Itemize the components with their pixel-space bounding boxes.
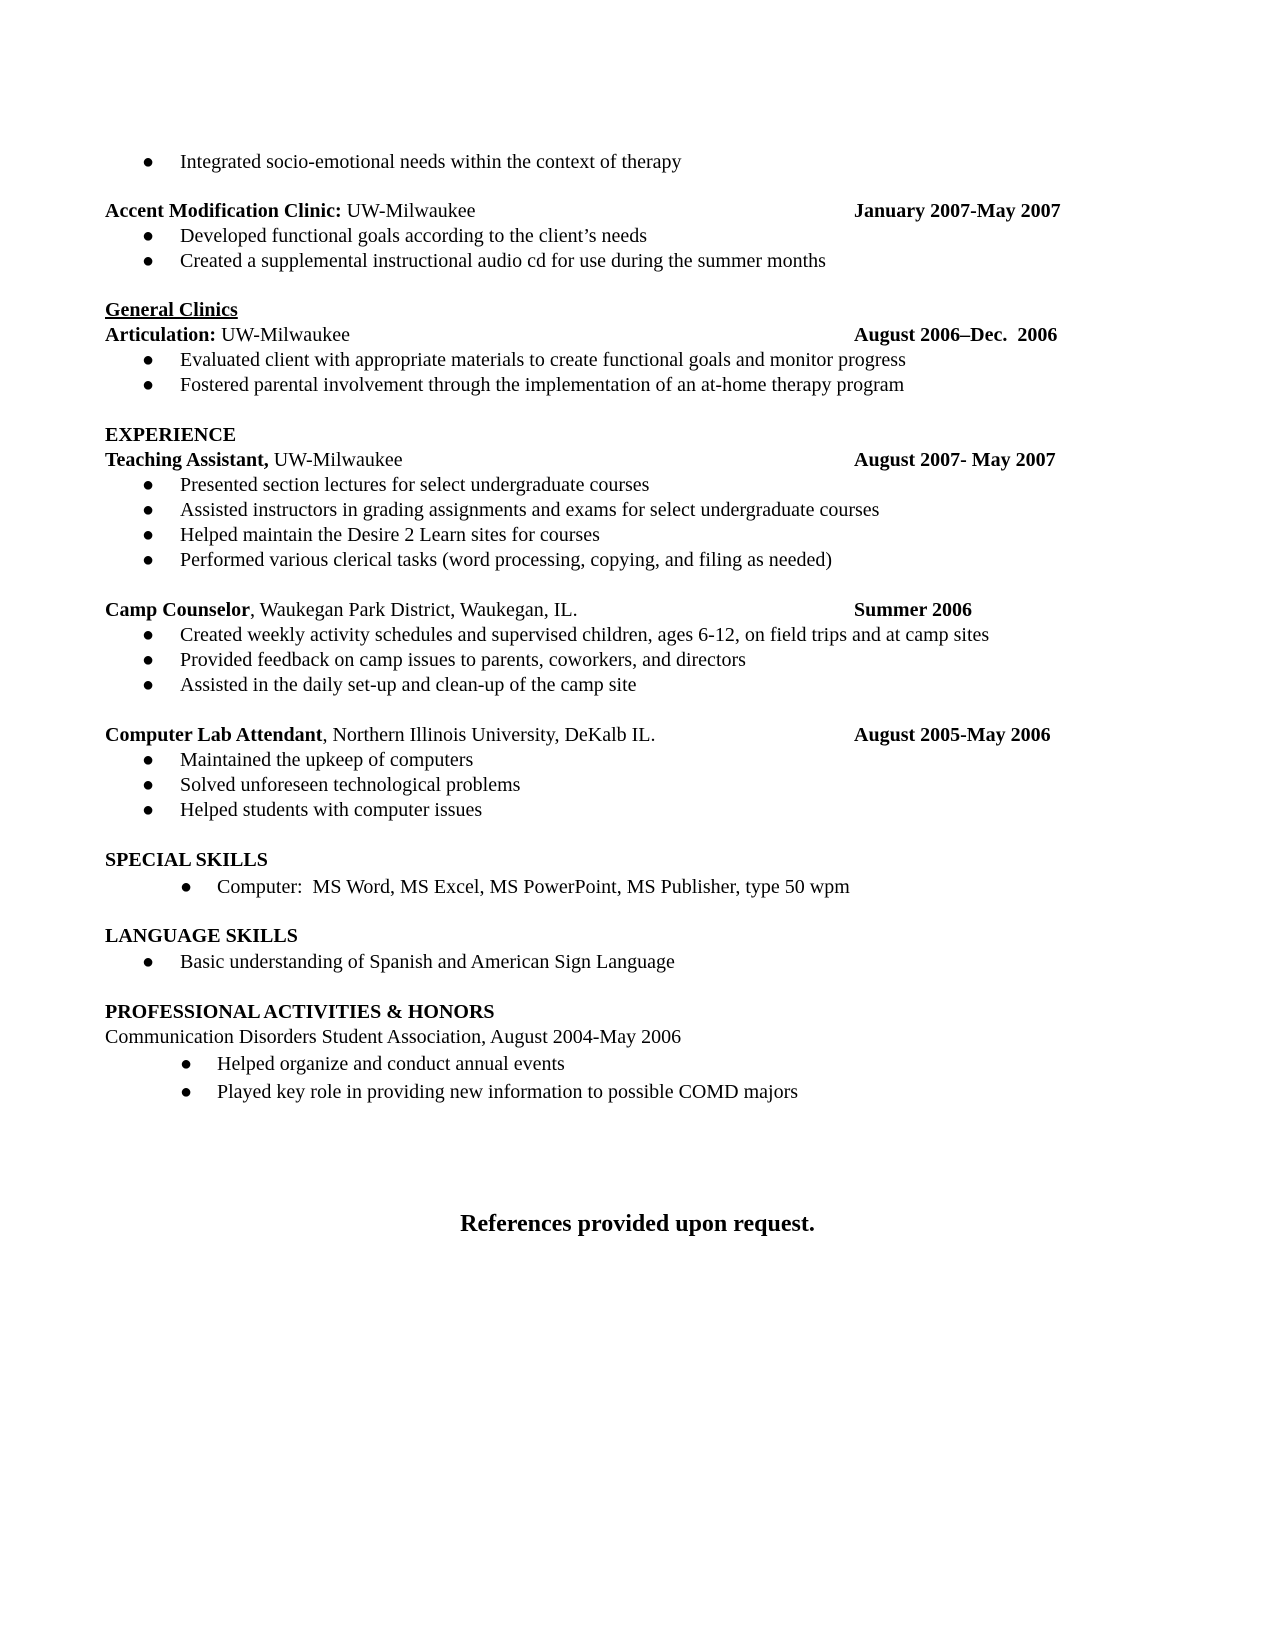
bullet-text: Developed functional goals according to the client’s needs (180, 225, 648, 247)
entry-title: Computer Lab Attendant (105, 724, 323, 746)
bullet-text: Basic understanding of Spanish and American Sign Language (180, 951, 675, 973)
bullet-icon: ● (142, 749, 155, 771)
entry-org: , Northern Illinois University, DeKalb IL. (322, 724, 656, 746)
bullet-text: Helped organize and conduct annual events (217, 1053, 565, 1075)
bullet-icon: ● (142, 951, 155, 973)
bullet-icon: ● (142, 649, 155, 671)
bullet-icon: ● (142, 474, 155, 496)
entry-dates: August 2005-May 2006 (854, 724, 1051, 746)
bullet-text: Integrated socio-emotional needs within the context of therapy (180, 151, 682, 173)
references-note: References provided upon request. (460, 1211, 815, 1237)
entry-dates: January 2007-May 2007 (854, 200, 1061, 222)
bullet-icon: ● (142, 624, 155, 646)
bullet-text: Helped students with computer issues (180, 799, 483, 821)
bullet-icon: ● (142, 499, 155, 521)
bullet-icon: ● (180, 1081, 193, 1103)
teaching-assistant-header (105, 448, 403, 472)
entry-dates: Summer 2006 (854, 599, 972, 621)
bullet-text: Maintained the upkeep of computers (180, 749, 474, 771)
bullet-icon: ● (180, 1053, 193, 1075)
bullet-text: Helped maintain the Desire 2 Learn sites for courses (180, 524, 600, 546)
bullet-icon: ● (142, 674, 155, 696)
entry-dates: August 2006–Dec. 2006 (854, 324, 1058, 346)
entry-dates: August 2007- May 2007 (854, 449, 1056, 471)
entry-org: UW-Milwaukee (216, 324, 350, 346)
bullet-text: Solved unforeseen technological problems (180, 774, 521, 796)
bullet-icon: ● (142, 549, 155, 571)
section-heading-activities: PROFESSIONAL ACTIVITIES & HONORS (105, 1001, 495, 1023)
bullet-text: Presented section lectures for select undergraduate courses (180, 474, 650, 496)
camp-counselor-header (105, 598, 578, 622)
bullet-text: Computer: MS Word, MS Excel, MS PowerPoint, MS Publisher, type 50 wpm (217, 876, 850, 898)
computer-lab-attendant-header (105, 723, 656, 747)
bullet-text: Evaluated client with appropriate materials to create functional goals and monitor progress (180, 349, 906, 371)
bullet-text: Assisted in the daily set-up and clean-up of the camp site (180, 674, 637, 696)
section-subheading: General Clinics (105, 299, 238, 321)
bullet-icon: ● (142, 774, 155, 796)
section-heading-experience: EXPERIENCE (105, 424, 237, 446)
entry-org: UW-Milwaukee (341, 200, 476, 222)
bullet-icon: ● (142, 151, 155, 173)
section-heading-special-skills: SPECIAL SKILLS (105, 849, 268, 871)
activity-line: Communication Disorders Student Association, August 2004-May 2006 (105, 1026, 682, 1048)
bullet-icon: ● (142, 524, 155, 546)
bullet-text: Provided feedback on camp issues to parents, coworkers, and directors (180, 649, 746, 671)
bullet-icon: ● (142, 799, 155, 821)
bullet-text: Assisted instructors in grading assignments and exams for select undergraduate courses (180, 499, 880, 521)
articulation-header (105, 323, 350, 347)
bullet-icon: ● (142, 349, 155, 371)
bullet-icon: ● (142, 250, 155, 272)
bullet-text: Played key role in providing new information to possible COMD majors (217, 1081, 799, 1103)
bullet-icon: ● (142, 374, 155, 396)
entry-title: Accent Modification Clinic: (105, 200, 342, 222)
bullet-text: Created a supplemental instructional audio cd for use during the summer months (180, 250, 826, 272)
entry-org: UW-Milwaukee (268, 449, 403, 471)
bullet-text: Performed various clerical tasks (word processing, copying, and filing as needed) (180, 549, 833, 571)
bullet-icon: ● (142, 225, 155, 247)
entry-title: Teaching Assistant, (105, 449, 269, 471)
entry-org: , Waukegan Park District, Waukegan, IL. (250, 599, 578, 621)
accent-clinic-header (105, 199, 475, 223)
bullet-text: Created weekly activity schedules and supervised children, ages 6-12, on field trips and at camp sites (180, 624, 990, 646)
bullet-icon: ● (180, 876, 193, 898)
entry-title: Camp Counselor (105, 599, 251, 621)
section-heading-language-skills: LANGUAGE SKILLS (105, 925, 298, 947)
bullet-text: Fostered parental involvement through the implementation of an at-home therapy program (180, 374, 905, 396)
entry-title: Articulation: (105, 324, 217, 346)
